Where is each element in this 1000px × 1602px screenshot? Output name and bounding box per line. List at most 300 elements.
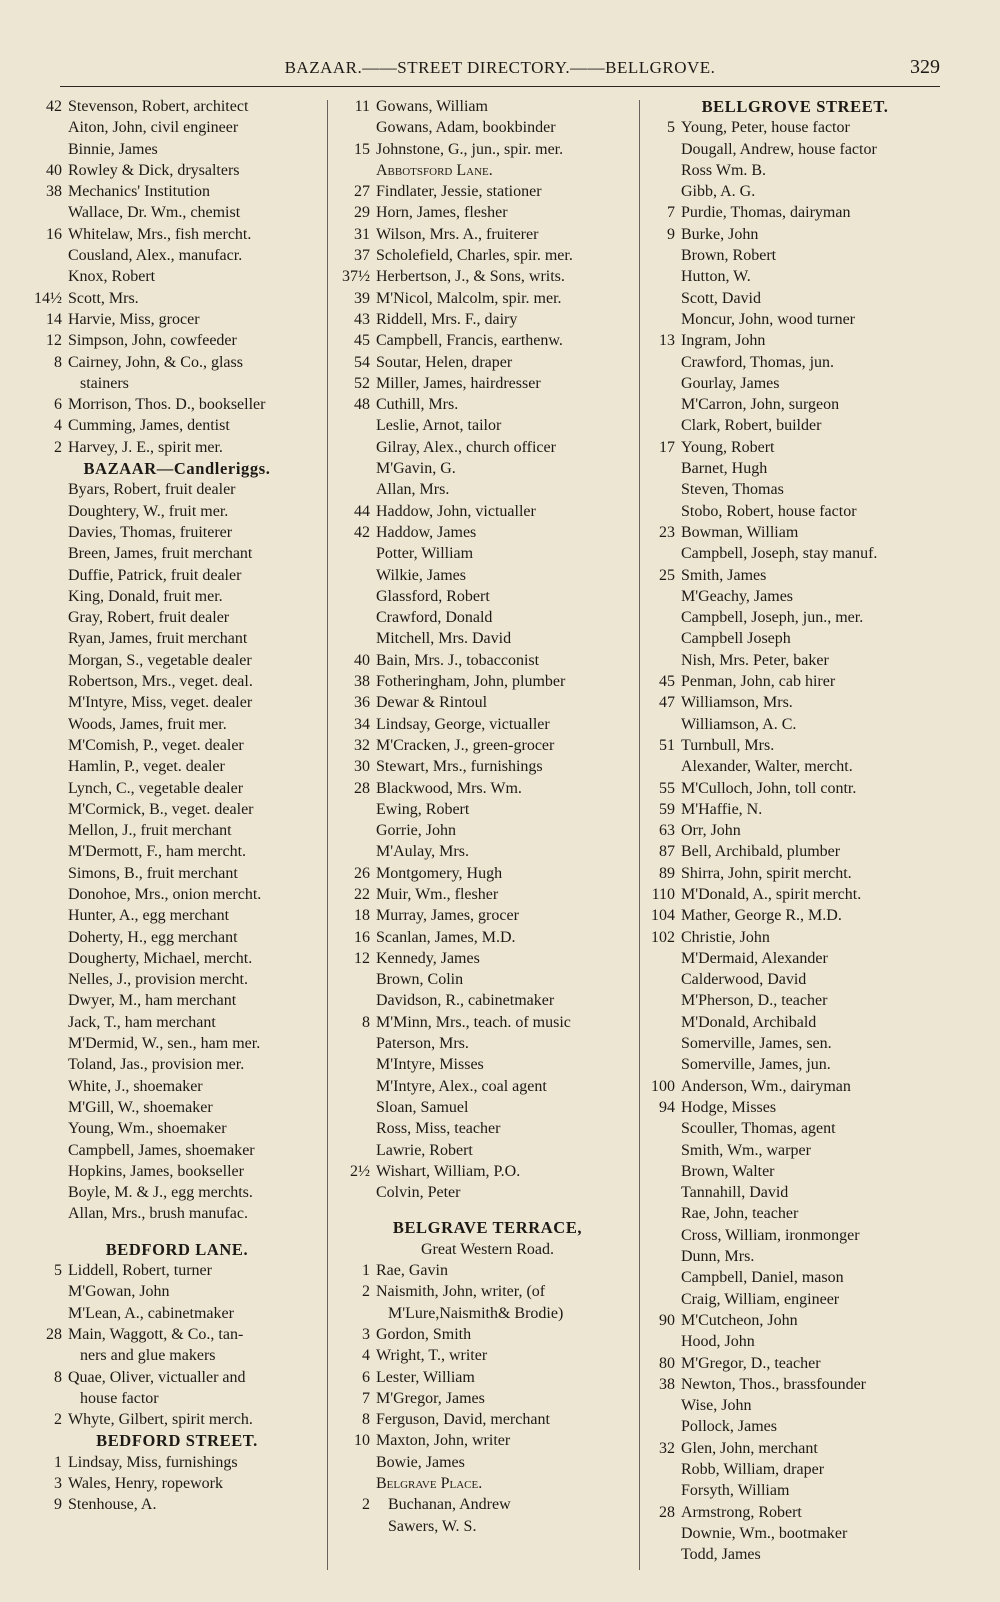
entry-text: Davidson, R., cabinetmaker [376, 992, 555, 1010]
entry-text: Anderson, Wm., dairyman [681, 1077, 851, 1095]
directory-entry [340, 373, 635, 394]
directory-entry [340, 799, 635, 820]
directory-entry [645, 714, 945, 735]
heading-text: BAZAAR—Candleriggs. [83, 459, 271, 479]
heading-text: BELGRAVE TERRACE, [392, 1218, 583, 1238]
entry-text: Gilray, Alex., church officer [376, 438, 556, 456]
directory-entry [340, 160, 635, 181]
directory-entry [645, 927, 945, 948]
entry-text: M'Intyre, Miss, veget. dealer [68, 694, 253, 712]
house-number: 89 [659, 864, 675, 882]
house-number: 28 [659, 1503, 675, 1521]
entry-text: M'Dermott, F., ham mercht. [68, 843, 247, 861]
directory-entry [340, 543, 635, 564]
directory-entry [32, 990, 322, 1011]
directory-entry [645, 1140, 945, 1161]
house-number: 6 [54, 396, 62, 414]
entry-text: Purdie, Thomas, dairyman [681, 204, 851, 222]
entry-text: Burke, John [681, 225, 759, 243]
column-rule [639, 100, 640, 1570]
house-number: 63 [659, 822, 675, 840]
house-number: 30 [354, 758, 370, 776]
directory-entry [340, 1281, 635, 1302]
directory-entry [645, 565, 945, 586]
entry-text: Forsyth, William [681, 1482, 790, 1500]
directory-entry [32, 266, 322, 287]
directory-entry [340, 522, 635, 543]
directory-entry [645, 1438, 945, 1459]
entry-text: Miller, James, hairdresser [376, 374, 541, 392]
house-number: 10 [354, 1432, 370, 1450]
directory-entry [32, 1281, 322, 1302]
entry-text: Young, Robert [681, 438, 775, 456]
house-number: 4 [54, 417, 62, 435]
house-number: 37½ [342, 268, 370, 286]
house-number: 29 [354, 204, 370, 222]
entry-text: Findlater, Jessie, stationer [376, 183, 542, 201]
entry-text: Rae, John, teacher [681, 1205, 799, 1223]
directory-entry [645, 1118, 945, 1139]
entry-text: Cuthill, Mrs. [376, 396, 459, 414]
directory-entry [340, 309, 635, 330]
entry-text: M'Gill, W., shoemaker [68, 1098, 213, 1116]
directory-entry [340, 1118, 635, 1139]
directory-entry [340, 820, 635, 841]
directory-entry [645, 778, 945, 799]
directory-entry [645, 1459, 945, 1480]
directory-entry [340, 1494, 635, 1515]
directory-entry [645, 1076, 945, 1097]
entry-text: M'Lure,Naismith& Brodie) [388, 1304, 564, 1322]
directory-entry [32, 1118, 322, 1139]
entry-text: Rowley & Dick, drysalters [68, 161, 240, 179]
entry-text: Sloan, Samuel [376, 1098, 469, 1116]
house-number: 45 [659, 673, 675, 691]
entry-text: Wallace, Dr. Wm., chemist [68, 204, 241, 222]
entry-text: Doherty, H., egg merchant [68, 928, 238, 946]
entry-text: Gibb, A. G. [681, 183, 756, 201]
house-number: 2 [362, 1283, 370, 1301]
directory-entry [340, 735, 635, 756]
entry-text: Knox, Robert [68, 268, 156, 286]
entry-text: Hopkins, James, bookseller [68, 1162, 244, 1180]
entry-text: Simpson, John, cowfeeder [68, 332, 237, 350]
entry-text: Cousland, Alex., manufacr. [68, 247, 243, 265]
entry-text: White, J., shoemaker [68, 1077, 203, 1095]
directory-entry [32, 948, 322, 969]
entry-text: Maxton, John, writer [376, 1432, 511, 1450]
directory-entry [32, 778, 322, 799]
directory-entry [645, 139, 945, 160]
directory-entry [645, 224, 945, 245]
entry-text: Campbell, Joseph, jun., mer. [681, 609, 864, 627]
directory-entry [32, 650, 322, 671]
entry-text: M'Lean, A., cabinetmaker [68, 1304, 234, 1322]
directory-entry [340, 245, 635, 266]
entry-text: Steven, Thomas [681, 481, 784, 499]
directory-entry [340, 863, 635, 884]
entry-text: Gourlay, James [681, 374, 780, 392]
entry-text: Murray, James, grocer [376, 907, 519, 925]
house-number: 51 [659, 736, 675, 754]
entry-text: M'Carron, John, surgeon [681, 396, 840, 414]
directory-entry [32, 607, 322, 628]
house-number: 32 [659, 1439, 675, 1457]
directory-entry [340, 1324, 635, 1345]
directory-entry [340, 756, 635, 777]
entry-text: Ross, Miss, teacher [376, 1120, 501, 1138]
directory-entry [340, 181, 635, 202]
directory-entry [32, 394, 322, 415]
directory-entry [340, 1161, 635, 1182]
house-number: 6 [362, 1368, 370, 1386]
entry-text: Newton, Thos., brassfounder [681, 1375, 867, 1393]
directory-entry [340, 1260, 635, 1281]
entry-text: Leslie, Arnot, tailor [376, 417, 502, 435]
directory-entry [340, 266, 635, 287]
directory-entry [32, 139, 322, 160]
directory-entry [645, 863, 945, 884]
house-number: 55 [659, 779, 675, 797]
house-number: 26 [354, 864, 370, 882]
directory-entry [645, 1416, 945, 1437]
entry-text: M'Gregor, James [376, 1389, 485, 1407]
directory-entry [32, 181, 322, 202]
directory-entry [32, 1367, 322, 1388]
directory-entry [645, 202, 945, 223]
house-number: 8 [362, 1013, 370, 1031]
entry-text: Williamson, A. C. [681, 715, 797, 733]
entry-text: Allan, Mrs. [376, 481, 450, 499]
house-number: 28 [46, 1325, 62, 1343]
directory-entry [645, 1289, 945, 1310]
directory-entry [340, 415, 635, 436]
house-number: 34 [354, 715, 370, 733]
entry-text: M'Gregor, D., teacher [681, 1354, 821, 1372]
directory-entry [645, 1054, 945, 1075]
house-number: 3 [362, 1325, 370, 1343]
directory-entry [645, 458, 945, 479]
house-number: 8 [54, 353, 62, 371]
directory-entry [645, 799, 945, 820]
directory-entry [340, 1388, 635, 1409]
entry-text: Bain, Mrs. J., tobacconist [376, 651, 540, 669]
entry-text: Belgrave Place. [376, 1475, 483, 1492]
entry-text: Robertson, Mrs., veget. deal. [68, 673, 253, 691]
entry-text: M'Geachy, James [681, 587, 794, 605]
entry-text: Crawford, Donald [376, 609, 493, 627]
directory-entry [340, 565, 635, 586]
directory-entry [32, 1345, 322, 1366]
directory-entry [645, 948, 945, 969]
house-number: 22 [354, 885, 370, 903]
entry-text: Kennedy, James [376, 949, 480, 967]
directory-entry [340, 1516, 635, 1537]
directory-entry [645, 1395, 945, 1416]
directory-entry [645, 266, 945, 287]
entry-text: Lynch, C., vegetable dealer [68, 779, 244, 797]
directory-entry [340, 458, 635, 479]
house-number: 23 [659, 523, 675, 541]
entry-text: M'Nicol, Malcolm, spir. mer. [376, 289, 562, 307]
entry-text: Smith, James [681, 566, 767, 584]
entry-text: Campbell, Daniel, mason [681, 1269, 844, 1287]
entry-text: Young, Peter, house factor [681, 119, 850, 137]
directory-entry [645, 1353, 945, 1374]
directory-entry [645, 1480, 945, 1501]
entry-text: Mather, George R., M.D. [681, 907, 842, 925]
directory-entry [340, 607, 635, 628]
directory-entry [645, 309, 945, 330]
column-rule [327, 100, 328, 1570]
entry-text: Ross Wm. B. [681, 161, 767, 179]
entry-text: M'Haffie, N. [681, 800, 763, 818]
house-number: 54 [354, 353, 370, 371]
entry-text: Nelles, J., provision mercht. [68, 971, 248, 989]
directory-entry [32, 1054, 322, 1075]
directory-entry [32, 224, 322, 245]
entry-text: Cross, William, ironmonger [681, 1226, 860, 1244]
house-number: 59 [659, 800, 675, 818]
entry-text: Aiton, John, civil engineer [68, 119, 239, 137]
directory-entry [340, 1303, 635, 1324]
house-number: 39 [354, 289, 370, 307]
entry-text: Hunter, A., egg merchant [68, 907, 230, 925]
directory-entry [645, 969, 945, 990]
entry-text: Hutton, W. [681, 268, 751, 286]
entry-text: Dougall, Andrew, house factor [681, 140, 877, 158]
house-number: 52 [354, 374, 370, 392]
entry-text: Boyle, M. & J., egg merchts. [68, 1184, 253, 1202]
entry-text: M'Minn, Mrs., teach. of music [376, 1013, 571, 1031]
page-number: 329 [910, 56, 940, 78]
directory-entry [340, 884, 635, 905]
entry-text: Buchanan, Andrew [388, 1496, 511, 1514]
house-number: 18 [354, 907, 370, 925]
directory-entry [645, 1182, 945, 1203]
heading-text: BEDFORD STREET. [96, 1431, 258, 1451]
entry-text: Scott, David [681, 289, 761, 307]
house-number: 45 [354, 332, 370, 350]
directory-entry [32, 905, 322, 926]
directory-entry [645, 586, 945, 607]
directory-entry [340, 1345, 635, 1366]
directory-entry [645, 756, 945, 777]
entry-text: Campbell, Francis, earthenw. [376, 332, 563, 350]
directory-entry [340, 352, 635, 373]
house-number: 2½ [350, 1162, 370, 1180]
entry-text: Glen, John, merchant [681, 1439, 818, 1457]
entry-text: King, Donald, fruit mer. [68, 587, 223, 605]
directory-entry [32, 352, 322, 373]
directory-entry [645, 671, 945, 692]
house-number: 38 [659, 1375, 675, 1393]
entry-text: Mellon, J., fruit merchant [68, 822, 232, 840]
directory-entry [340, 224, 635, 245]
directory-entry [645, 1033, 945, 1054]
house-number: 25 [659, 566, 675, 584]
entry-text: Turnbull, Mrs. [681, 736, 775, 754]
directory-entry [340, 778, 635, 799]
entry-text: Scouller, Thomas, agent [681, 1120, 836, 1138]
directory-entry [645, 522, 945, 543]
entry-text: Davies, Thomas, fruiterer [68, 523, 233, 541]
entry-text: Binnie, James [68, 140, 158, 158]
entry-text: Byars, Robert, fruit dealer [68, 481, 236, 499]
entry-text: Whyte, Gilbert, spirit merch. [68, 1411, 253, 1429]
house-number: 5 [54, 1262, 62, 1280]
entry-text: Mitchell, Mrs. David [376, 630, 512, 648]
house-number: 42 [46, 98, 62, 115]
entry-text: Johnstone, G., jun., spir. mer. [376, 140, 564, 158]
directory-entry [32, 501, 322, 522]
entry-text: Montgomery, Hugh [376, 864, 503, 882]
directory-entry [645, 415, 945, 436]
directory-entry [645, 1310, 945, 1331]
directory-entry [645, 1012, 945, 1033]
entry-text: Stewart, Mrs., furnishings [376, 758, 543, 776]
directory-entry [32, 245, 322, 266]
entry-text: Riddell, Mrs. F., dairy [376, 310, 518, 328]
directory-entry [645, 692, 945, 713]
entry-text: Ryan, James, fruit merchant [68, 630, 248, 648]
entry-text: Toland, Jas., provision mer. [68, 1056, 245, 1074]
entry-text: Hood, John [681, 1333, 755, 1351]
directory-entry [645, 288, 945, 309]
house-number: 14½ [34, 289, 62, 307]
entry-text: M'Dermaid, Alexander [681, 949, 828, 967]
house-number: 16 [354, 928, 370, 946]
entry-text: Brown, Robert [681, 247, 777, 265]
house-number: 7 [362, 1389, 370, 1407]
entry-text: Wishart, William, P.O. [376, 1162, 521, 1180]
running-title: BAZAAR.——STREET DIRECTORY.——BELLGROVE. [284, 58, 716, 77]
entry-text: M'Cracken, J., green-grocer [376, 736, 555, 754]
house-number: 17 [659, 438, 675, 456]
house-number: 14 [46, 310, 62, 328]
entry-text: Lindsay, Miss, furnishings [68, 1453, 238, 1471]
directory-entry [340, 1182, 635, 1203]
directory-entry [32, 884, 322, 905]
entry-text: Gordon, Smith [376, 1325, 472, 1343]
directory-entry [340, 586, 635, 607]
directory-entry [645, 1523, 945, 1544]
entry-text: Simons, B., fruit merchant [68, 864, 238, 882]
entry-text: Quae, Oliver, victualler and [68, 1368, 246, 1386]
directory-entry [32, 586, 322, 607]
directory-entry [340, 990, 635, 1011]
house-number: 44 [354, 502, 370, 520]
entry-text: Scholefield, Charles, spir. mer. [376, 247, 573, 265]
directory-entry [645, 1097, 945, 1118]
house-number: 12 [354, 949, 370, 967]
entry-text: Cumming, James, dentist [68, 417, 230, 435]
entry-text: Campbell Joseph [681, 630, 791, 648]
house-number: 2 [362, 1496, 370, 1514]
entry-text: Gowans, William [376, 98, 488, 115]
entry-text: Ewing, Robert [376, 800, 470, 818]
section-spacer [32, 1225, 322, 1239]
directory-entry [645, 394, 945, 415]
directory-entry [645, 352, 945, 373]
entry-text: Somerville, James, sen. [681, 1035, 832, 1053]
entry-text: Pollock, James [681, 1418, 777, 1436]
directory-entry [645, 479, 945, 500]
house-number: 80 [659, 1354, 675, 1372]
page-header [60, 52, 940, 87]
house-number: 28 [354, 779, 370, 797]
house-number: 3 [54, 1475, 62, 1492]
directory-entry [645, 117, 945, 138]
house-number: 32 [354, 736, 370, 754]
entry-text: M'Gavin, G. [376, 460, 456, 478]
house-number: 11 [354, 98, 370, 115]
entry-text: Hamlin, P., veget. dealer [68, 758, 225, 776]
entry-text: Fotheringham, John, plumber [376, 673, 566, 691]
directory-entry [645, 1267, 945, 1288]
house-number: 47 [659, 694, 675, 712]
directory-entry [32, 1076, 322, 1097]
entry-text: house factor [80, 1389, 159, 1407]
directory-entry [340, 1012, 635, 1033]
directory-entry [32, 522, 322, 543]
directory-entry [340, 1054, 635, 1075]
directory-entry [645, 820, 945, 841]
entry-text: Bowie, James [376, 1453, 465, 1471]
entry-text: Glassford, Robert [376, 587, 490, 605]
house-number: 13 [659, 332, 675, 350]
directory-entry [32, 1260, 322, 1281]
directory-entry [340, 927, 635, 948]
directory-entry [32, 1409, 322, 1430]
directory-entry [340, 905, 635, 926]
entry-text: Donohoe, Mrs., onion mercht. [68, 885, 262, 903]
entry-text: Dougherty, Michael, mercht. [68, 949, 253, 967]
entry-text: Christie, John [681, 928, 770, 946]
house-number: 90 [659, 1311, 675, 1329]
entry-text: Soutar, Helen, draper [376, 353, 513, 371]
directory-entry [340, 202, 635, 223]
directory-entry [340, 1452, 635, 1473]
street-heading [645, 96, 945, 117]
entry-text: Sawers, W. S. [388, 1517, 477, 1535]
entry-text: Stobo, Robert, house factor [681, 502, 857, 520]
entry-text: Dewar & Rintoul [376, 694, 488, 712]
entry-text: Lester, William [376, 1368, 475, 1386]
entry-text: Haddow, John, victualler [376, 502, 536, 520]
column-3 [645, 96, 945, 1565]
directory-entry [645, 1225, 945, 1246]
directory-entry [645, 884, 945, 905]
directory-entry [645, 628, 945, 649]
directory-entry [340, 841, 635, 862]
entry-text: Paterson, Mrs. [376, 1035, 469, 1053]
directory-entry [32, 1324, 322, 1345]
entry-text: Jack, T., ham merchant [68, 1013, 216, 1031]
directory-entry [340, 501, 635, 522]
house-number: 2 [54, 1411, 62, 1429]
entry-text: Liddell, Robert, turner [68, 1262, 212, 1280]
house-number: 12 [46, 332, 62, 350]
directory-entry [32, 437, 322, 458]
directory-entry [340, 1409, 635, 1430]
directory-entry [32, 863, 322, 884]
entry-text: M'Cormick, B., veget. dealer [68, 800, 254, 818]
entry-text: Woods, James, fruit mer. [68, 715, 227, 733]
directory-entry [32, 799, 322, 820]
entry-text: Tannahill, David [681, 1184, 789, 1202]
entry-text: Crawford, Thomas, jun. [681, 353, 835, 371]
